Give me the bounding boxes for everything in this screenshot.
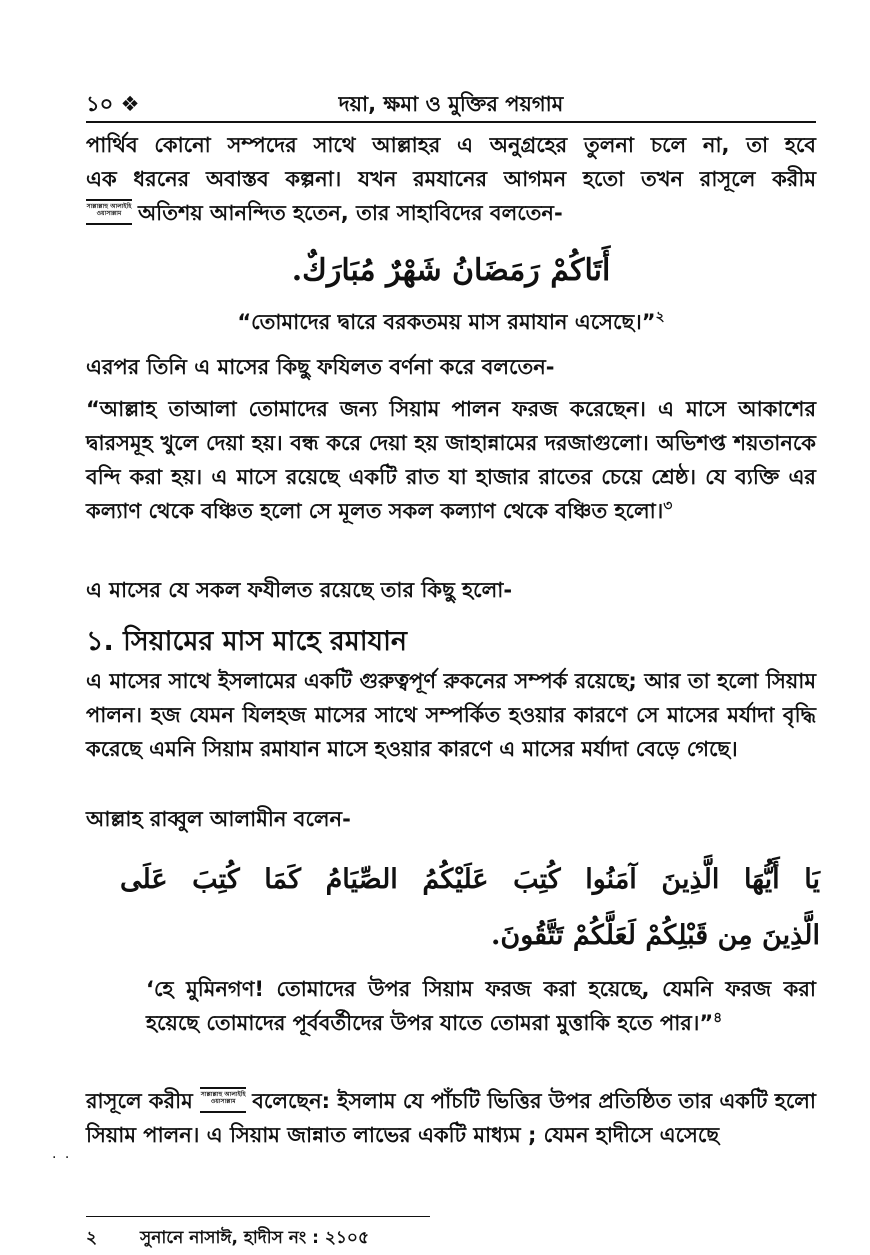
footnote-number: ২ bbox=[86, 1228, 98, 1248]
paragraph-allah-says: আল্লাহ রাব্বুল আলামীন বলেন- bbox=[86, 807, 351, 831]
saw-glyph: সাল্লাল্লাহু আলাইহি ওয়াসাল্লাম bbox=[86, 199, 132, 225]
paragraph-intro-line2: এক ধরনের অবাস্তব কল্পনা। যখন রমযানের আগমন হতো তখন রাসূলে করীম bbox=[86, 167, 816, 191]
paragraph-five-pillars-after: বলেছেন: ইসলাম যে পাঁচটি ভিত্তির উপর প্রতিষ্ঠিত তার একটি হলো সিয়াম পালন। এ সিয়াম জান্নাত লাভের একটি মাধ্যম ; যেমন হাদীসে এসেছে bbox=[86, 1089, 816, 1147]
section-heading: ১. সিয়ামের মাস মাহে রমাযান bbox=[86, 626, 408, 657]
footnote-ref-4: ৪ bbox=[713, 1010, 723, 1026]
paragraph-fazilat-list-intro: এ মাসের যে সকল ফযীলত রয়েছে তার কিছু হলো- bbox=[86, 578, 513, 602]
page-number: ১০ ❖ bbox=[86, 92, 140, 116]
footnote-rule bbox=[86, 1216, 430, 1217]
arabic-ayah bbox=[120, 852, 820, 964]
translation-quote-1-text: “তোমাদের দ্বারে বরকতময় মাস রমাযান এসেছে।” bbox=[237, 310, 656, 334]
footnote-ref-2: ২ bbox=[655, 309, 665, 325]
print-speck: · · bbox=[52, 1150, 72, 1166]
paragraph-intro-line1: পার্থিব কোনো সম্পদের সাথে আল্লাহর এ অনুগ্রহের তুলনা চলে না, তা হবে bbox=[86, 133, 816, 157]
ayah-translation bbox=[146, 972, 816, 1040]
arabic-ayah-line1: يَا أَيُّهَا الَّذِينَ آمَنُوا كُتِبَ عَلَيْكُمُ الصِّيَامُ كَمَا كُتِبَ عَلَى bbox=[120, 864, 820, 895]
paragraph-intro bbox=[86, 128, 816, 230]
saw-glyph-2: সাল্লাল্লাহু আলাইহি ওয়াসাল্লাম bbox=[200, 1087, 246, 1113]
footnote-ref-3: ৩ bbox=[663, 498, 673, 514]
arabic-hadith-1: أَتَاكُمْ رَمَضَانُ شَهْرٌ مُبَارَكٌ. bbox=[291, 253, 611, 288]
arabic-ayah-line2: الَّذِينَ مِن قَبْلِكُمْ لَعَلَّكُمْ تَتَّقُونَ. bbox=[490, 920, 820, 951]
page-header bbox=[86, 86, 816, 120]
translation-quote-1 bbox=[86, 305, 816, 339]
paragraph-five-pillars bbox=[86, 1084, 816, 1152]
paragraph-intro-line3-text: অতিশয় আনন্দিত হতেন, তার সাহাবিদের বলতেন- bbox=[138, 201, 563, 225]
paragraph-fazilat-intro: এরপর তিনি এ মাসের কিছু ফযিলত বর্ণনা করে বলতেন- bbox=[86, 355, 555, 379]
header-rule bbox=[86, 121, 816, 123]
paragraph-five-pillars-before: রাসূলে করীম bbox=[86, 1089, 193, 1113]
hadith-quote-paragraph bbox=[86, 392, 816, 528]
running-title: দয়া, ক্ষমা ও মুক্তির পয়গাম bbox=[338, 92, 564, 116]
footnote bbox=[86, 1226, 816, 1250]
ayah-translation-text: ‘হে মুমিনগণ! তোমাদের উপর সিয়াম ফরজ করা হয়েছে, যেমনি ফরজ করা হয়েছে তোমাদের পূর্ববর্তীদের উপর যাতে তোমরা মুত্তাকি হতে পার।” bbox=[146, 977, 816, 1035]
paragraph-intro-line3 bbox=[86, 196, 816, 230]
hadith-quote-text: “আল্লাহ তাআলা তোমাদের জন্য সিয়াম পালন ফরজ করেছেন। এ মাসে আকাশের দ্বারসমূহ খুলে দেয়া হয়। বন্ধ করে দেয়া হয় জাহান্নামের দরজাগুলো। অভিশপ্ত শয়তানকে বন্দি করা হয়। এ মাসে রয়েছে একটি রাত যা হাজার রাতের চেয়ে শ্রেষ্ঠ। যে ব্যক্তি এর কল্যাণ থেকে বঞ্চিত হলো সে মূলত সকল কল্যাণ থেকে বঞ্চিত হলো। bbox=[86, 397, 816, 523]
footnote-text: সুনানে নাসাঈ, হাদীস নং : ২১০৫ bbox=[140, 1228, 369, 1248]
paragraph-siyam: এ মাসের সাথে ইসলামের একটি গুরুত্বপূর্ণ রুকনের সম্পর্ক রয়েছে; আর তা হলো সিয়াম পালন। হজ যেমন যিলহজ মাসের সাথে সম্পর্কিত হওয়ার কারণে সে মাসের মর্যাদা বৃদ্ধি করেছে এমনি সিয়াম রমাযান মাসে হওয়ার কারণে এ মাসের মর্যাদা বেড়ে গেছে। bbox=[86, 669, 816, 761]
